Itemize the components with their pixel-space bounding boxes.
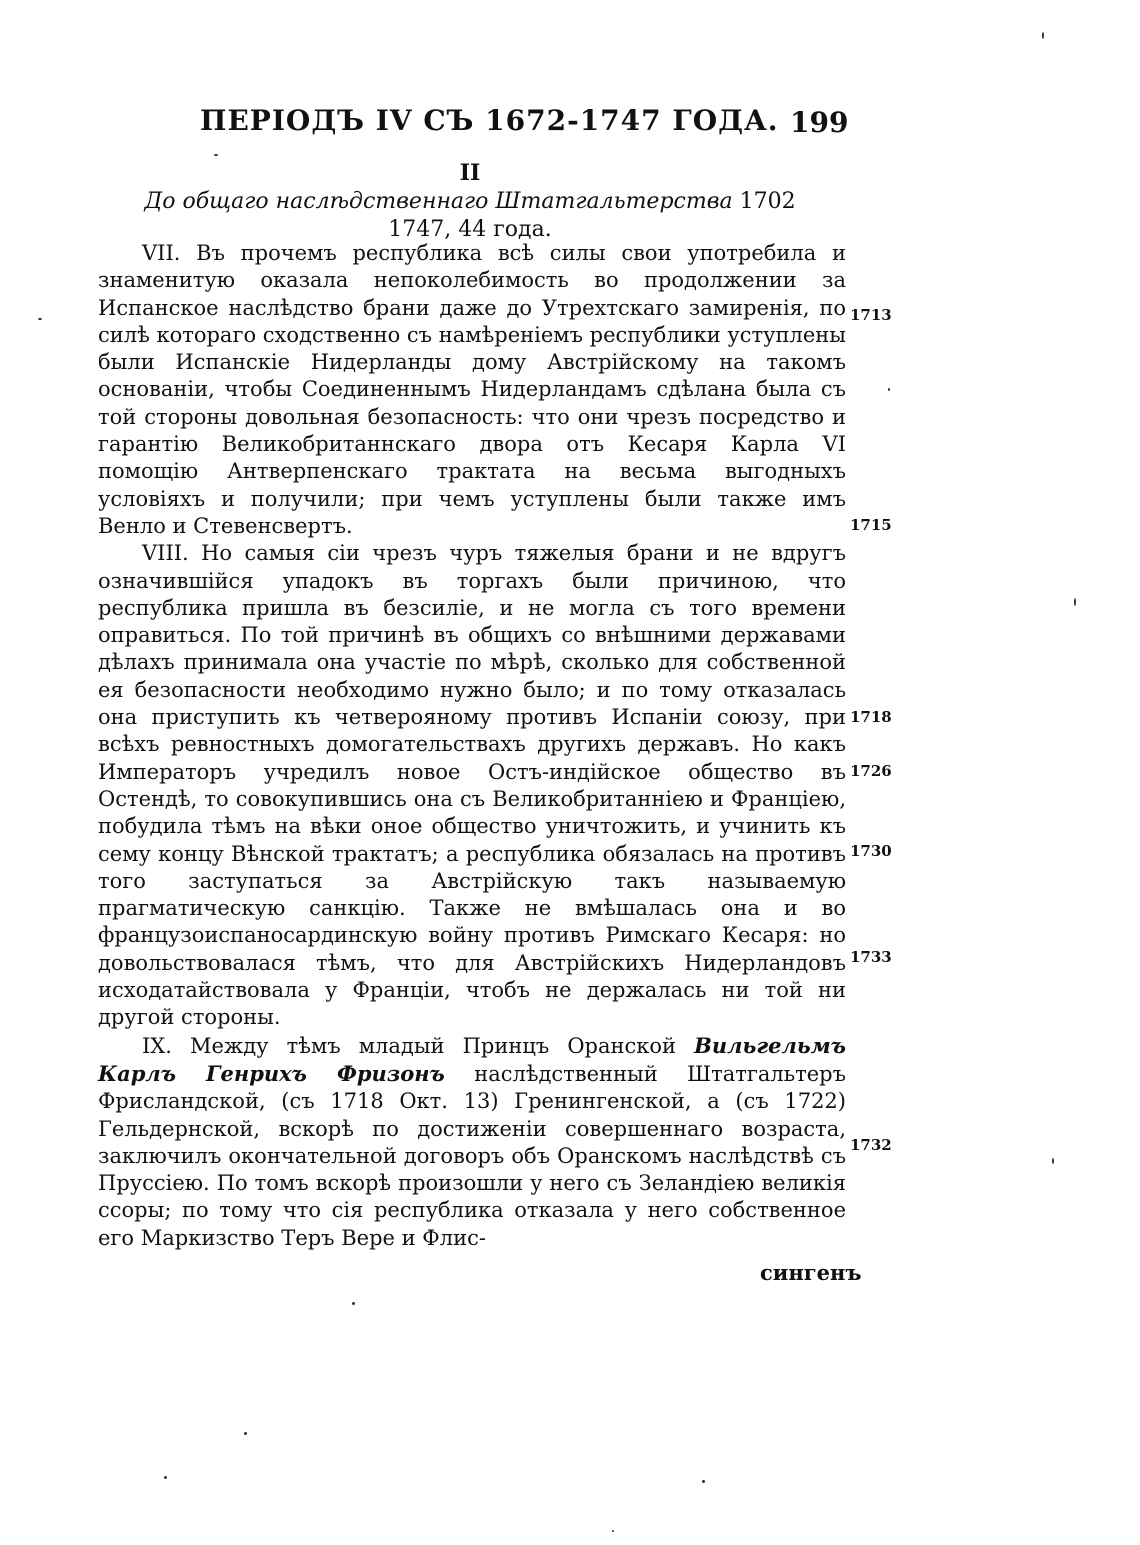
section-number: II xyxy=(459,160,481,186)
paper-speck xyxy=(214,154,218,156)
margin-year: 1718 xyxy=(850,708,892,726)
body-text xyxy=(98,240,846,1252)
page-number: 199 xyxy=(790,106,849,139)
paper-speck xyxy=(244,1432,247,1435)
paragraph-ix-name: Вильгельмъ Карлъ Генрихъ Фризонъ xyxy=(98,1032,846,1086)
paragraph-ix xyxy=(98,1032,846,1252)
margin-year: 1726 xyxy=(850,762,892,780)
margin-year: 1713 xyxy=(850,306,892,324)
section-title-years: 1702 xyxy=(739,189,796,214)
paragraph-ix-rest: наслѣдственный Штатгальтеръ Фрисландской, (съ 1718 Окт. 13) Гренингенской, а (съ 1722) Гельдернской, вскорѣ по достиженіи совершеннаго возраста, заключилъ окончательной договоръ объ Оранскомъ наслѣдствѣ съ Пруссіею. По томъ вскорѣ произошли у него съ Зеландіею великія ссоры; по тому что сія республика отказала у него собственное его Маркизство Теръ Вере и Флис- xyxy=(98,1061,846,1250)
running-title: ПЕРІОДЪ IV СЪ 1672-1747 ГОДА. xyxy=(200,104,779,137)
paper-speck xyxy=(888,388,890,391)
paper-speck xyxy=(38,318,42,320)
paper-speck xyxy=(612,1530,614,1532)
paper-speck xyxy=(164,1476,167,1479)
section-title-line1: До общаго наслѣдственнаго Штатгальтерства xyxy=(144,189,733,214)
paragraph-ix-lead: IX. Между тѣмъ младый Принцъ Оранской xyxy=(142,1033,677,1058)
catchword: сингенъ xyxy=(760,1260,862,1285)
paper-speck xyxy=(1052,1158,1054,1164)
paper-speck xyxy=(702,1480,705,1483)
margin-year: 1730 xyxy=(850,842,892,860)
section-title xyxy=(90,188,850,244)
paper-speck xyxy=(352,1302,355,1305)
section-title-line2: 1747, 44 года. xyxy=(388,217,552,242)
paper-speck xyxy=(1074,598,1076,606)
paragraph-viii: VIII. Но самыя сіи чрезъ чуръ тяжелыя брани и не вдругъ означившійся упадокъ въ торгахъ были причиною, что республика пришла въ безсиліе, и не могла съ того времени оправиться. По той причинѣ въ общихъ со внѣшними державами дѣлахъ принимала она участіе по мѣрѣ, сколько для собственной ея безопасности необходимо нужно было; и по тому отказалась она приступить къ четверояному противъ Испаніи союзу, при всѣхъ ревностныхъ домогательствахъ другихъ державъ. Но какъ Императоръ учредилъ новое Остъ-индійское общество въ Остендѣ, то совокупившись она съ Великобританніею и Франціею, побудила тѣмъ на вѣки оное общество уничтожить, и учинить къ сему концу Вѣнской трактатъ; а республика обязалась на противъ того заступаться за Австрійскую такъ называемую прагматическую санкцію. Также не вмѣшалась она и во французоиспаносардинскую войну противъ Римскаго Кесаря: но довольствовалася тѣмъ, что для Австрійскихъ Нидерландовъ исходатайствовала у Франціи, чтобъ не держалась ни той ни другой стороны. xyxy=(98,541,846,1030)
margin-year: 1733 xyxy=(850,948,892,966)
margin-year: 1715 xyxy=(850,516,892,534)
paragraph-vii: VII. Въ прочемъ республика всѣ силы свои употребила и знаменитую оказала непоколебимость во продолжении за Испанское наслѣдство брани даже до Утрехтскаго замиренія, по силѣ котораго сходственно съ намѣреніемъ республики уступлены были Испанскіе Нидерланды дому Австрійскому на такомъ основаніи, чтобы Соединеннымъ Нидерландамъ сдѣлана была съ той стороны довольная безопасность: что они чрезъ посредство и гарантію Великобританнскаго двора отъ Кесаря Карла VI помощію Антверпенскаго трактата на весьма выгодныхъ условіяхъ и получили; при чемъ уступлены были также имъ Венло и Стевенсвертъ. xyxy=(98,241,846,538)
margin-year: 1732 xyxy=(850,1136,892,1154)
paper-speck xyxy=(1042,32,1044,39)
